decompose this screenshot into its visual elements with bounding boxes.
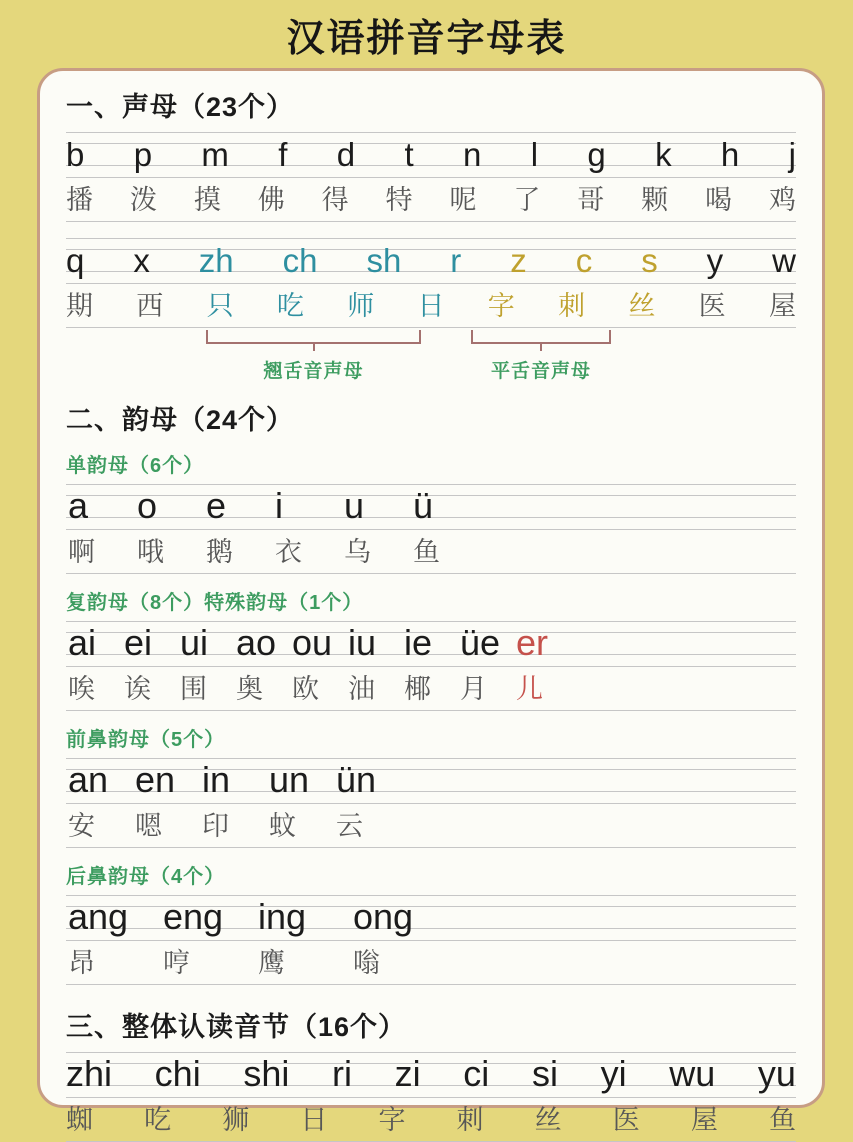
example-character: 乌 (344, 537, 371, 567)
pinyin-letter: x (133, 242, 150, 279)
pinyin-letter: si (531, 1053, 558, 1094)
initials-char-row-1 (66, 178, 796, 222)
pinyin-letter: z (510, 242, 527, 279)
pinyin-letter: a (68, 485, 89, 526)
pinyin-letter: zh (198, 242, 234, 279)
content-panel (37, 68, 825, 1135)
pinyin-letter: an (68, 759, 109, 800)
pinyin-letter: g (587, 136, 606, 173)
example-character: 特 (385, 185, 413, 215)
pinyin-letter: zi (394, 1053, 421, 1094)
example-character: 哥 (577, 185, 605, 215)
pinyin-letter: ao (236, 622, 277, 663)
pinyin-letter: zhi (66, 1053, 113, 1094)
pinyin-letter: ai (68, 622, 97, 663)
compound-finals-char-row (66, 667, 796, 711)
pinyin-letter: wu (669, 1053, 716, 1094)
example-character: 喝 (705, 185, 733, 215)
example-character: 鱼 (413, 537, 440, 567)
example-character: 吃 (144, 1105, 172, 1135)
pinyin-letter: p (133, 136, 153, 173)
example-character: 油 (348, 674, 375, 704)
front-nasal-finals-label: 前鼻韵母（5个） (66, 729, 226, 751)
pinyin-letter: yi (600, 1053, 627, 1094)
example-character: 唉 (68, 674, 95, 704)
example-character: 月 (460, 674, 487, 704)
retroflex-label: 翘舌音声母 (263, 361, 364, 382)
example-character: 蚊 (269, 811, 296, 841)
pinyin-letter: üe (460, 622, 501, 663)
example-character: 鹅 (206, 537, 233, 567)
pinyin-letter: l (530, 136, 539, 173)
pinyin-letter: t (404, 136, 414, 173)
whole-syllables-char-row (66, 1098, 796, 1142)
pinyin-letter: ch (282, 242, 318, 279)
back-nasal-letter-row (66, 895, 796, 941)
example-character: 安 (68, 811, 95, 841)
example-character: 西 (136, 291, 164, 321)
bracket-annotations (66, 330, 796, 388)
section-heading-initials: 一、声母（23个） (66, 92, 295, 122)
flat-tongue-bracket-group (471, 330, 611, 383)
example-character: 师 (347, 291, 375, 321)
pinyin-letter: ou (292, 622, 333, 663)
pinyin-letter: ün (336, 759, 377, 800)
example-character: 播 (66, 185, 93, 215)
example-character: 丝 (534, 1105, 562, 1135)
pinyin-letter: shi (243, 1053, 290, 1094)
front-nasal-char-row (66, 804, 796, 848)
example-character: 狮 (222, 1105, 250, 1135)
example-character: 佛 (257, 185, 285, 215)
example-character: 昂 (68, 948, 95, 978)
pinyin-letter: q (66, 242, 85, 279)
example-character: 摸 (193, 185, 221, 215)
pinyin-letter: sh (366, 242, 402, 279)
example-character: 期 (66, 291, 93, 321)
pinyin-letter: ang (68, 896, 129, 937)
example-character: 围 (180, 674, 207, 704)
pinyin-letter: m (201, 136, 229, 173)
example-character: 鹰 (258, 948, 285, 978)
example-character: 泼 (129, 185, 157, 215)
example-character: 医 (698, 291, 726, 321)
example-character: 颗 (641, 185, 669, 215)
pinyin-letter: i (275, 485, 283, 526)
back-nasal-finals-label: 后鼻韵母（4个） (66, 866, 226, 888)
pinyin-letter: k (655, 136, 672, 173)
pinyin-letter: u (344, 485, 365, 526)
pinyin-letter: e (206, 485, 227, 526)
pinyin-letter: ei (124, 622, 153, 663)
pinyin-letter: iu (348, 622, 377, 663)
example-character: 屋 (690, 1105, 718, 1135)
whole-syllables-letter-row (66, 1052, 796, 1098)
retroflex-bracket-group (206, 330, 421, 383)
pinyin-letter: yu (757, 1053, 796, 1094)
pinyin-letter: in (202, 759, 231, 800)
example-character: 只 (206, 291, 234, 321)
compound-finals-letter-row (66, 621, 796, 667)
example-character: 嗯 (135, 811, 162, 841)
bracket-line (471, 330, 611, 344)
initials-letter-row-1 (66, 132, 796, 178)
example-character: 椰 (404, 674, 431, 704)
pinyin-letter: er (516, 622, 549, 663)
pinyin-letter: ü (413, 485, 434, 526)
simple-finals-label: 单韵母（6个） (66, 455, 205, 477)
pinyin-letter: c (575, 242, 593, 279)
example-character: 得 (321, 185, 349, 215)
example-character: 啊 (68, 537, 95, 567)
example-character: 嗡 (353, 948, 380, 978)
compound-finals-label: 复韵母（8个）特殊韵母（1个） (66, 592, 364, 614)
example-character: 字 (378, 1105, 406, 1135)
pinyin-letter: o (137, 485, 158, 526)
example-character: 呢 (449, 185, 477, 215)
example-character: 刺 (558, 291, 586, 321)
example-character: 吃 (276, 291, 304, 321)
pinyin-letter: b (66, 136, 85, 173)
bracket-line (206, 330, 421, 344)
pinyin-letter: ie (404, 622, 433, 663)
pinyin-letter: j (788, 136, 796, 173)
front-nasal-letter-row (66, 758, 796, 804)
example-character: 蜘 (66, 1105, 93, 1135)
section-heading-whole-syllables: 三、整体认读音节（16个） (66, 1012, 407, 1042)
pinyin-letter: ui (180, 622, 209, 663)
pinyin-letter: ri (332, 1053, 353, 1094)
pinyin-letter: ing (258, 896, 307, 937)
simple-finals-letter-row (66, 484, 796, 530)
initials-letter-row-2 (66, 238, 796, 284)
pinyin-letter: s (641, 242, 658, 279)
example-character: 衣 (275, 537, 302, 567)
pinyin-letter: r (450, 242, 462, 279)
example-character: 欧 (292, 674, 319, 704)
example-character: 奥 (236, 674, 263, 704)
example-character: 字 (487, 291, 515, 321)
pinyin-letter: eng (163, 896, 224, 937)
example-character: 屋 (768, 291, 796, 321)
pinyin-letter: h (720, 136, 740, 173)
back-nasal-char-row (66, 941, 796, 985)
example-character: 刺 (456, 1105, 484, 1135)
example-character: 日 (300, 1105, 328, 1135)
example-character: 诶 (124, 674, 151, 704)
pinyin-letter: chi (154, 1053, 201, 1094)
example-character: 云 (336, 811, 363, 841)
flat-tongue-label: 平舌音声母 (490, 361, 591, 382)
pinyin-letter: en (135, 759, 176, 800)
example-character: 哦 (137, 537, 164, 567)
example-character: 丝 (628, 291, 656, 321)
pinyin-letter: d (336, 136, 356, 173)
pinyin-letter: ci (463, 1053, 490, 1094)
pinyin-letter: n (462, 136, 482, 173)
example-character: 医 (612, 1105, 640, 1135)
example-character: 日 (417, 291, 445, 321)
pinyin-letter: f (278, 136, 288, 173)
example-character: 儿 (516, 674, 543, 704)
example-character: 了 (513, 185, 541, 215)
example-character: 鱼 (768, 1105, 796, 1135)
section-heading-finals: 二、韵母（24个） (66, 405, 295, 435)
example-character: 哼 (163, 948, 190, 978)
pinyin-letter: w (772, 242, 796, 279)
pinyin-letter: y (706, 242, 724, 279)
pinyin-letter: un (269, 759, 310, 800)
simple-finals-char-row (66, 530, 796, 574)
example-character: 印 (202, 811, 229, 841)
pinyin-letter: ong (353, 896, 414, 937)
initials-char-row-2 (66, 284, 796, 328)
example-character: 鸡 (768, 185, 796, 215)
page-title: 汉语拼音字母表 (286, 18, 567, 60)
